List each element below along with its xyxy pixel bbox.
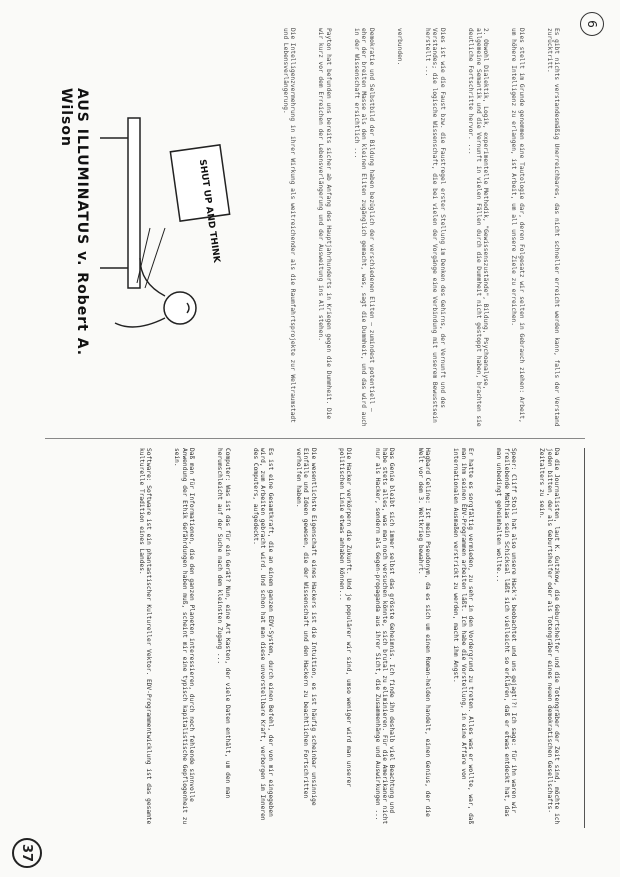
left-text-column: [260, 28, 575, 431]
right-paragraph: Da die Journalisten, laut K. Gutzkow, die Geburtshelfer und die Totengräber der Zeit sind, möchte ich jeden bitten, der als Geburtshelfer oder als Totengräber eines neuen demokratischen Gesellschafts-Zeitalters zu sein.: [538, 448, 561, 828]
right-paragraph: Er hatte es sorgfältig vermieden, zu sehr in den Vordergrund zu treten. Alles was er wollte, war, daß man ihm seinen EDV-Programmen arbeiten läßt. Ich habe die Vorstellung, in eine Affäre von internationalen Ausmaßen verstrickt zu werden, macht ihm Angst.: [452, 448, 475, 828]
left-paragraph: Payton hat befunden uns bereits sicher ab Anfang des Hauptjahrhunderts in Kriegen gegen die Dummheit. Die wir kurz vor dem Erreichen der Lebensverlängerung und der Ausweitung ins All stehen.: [317, 28, 332, 423]
left-paragraph: Demokratie und Selbstbild der Bildung haben bezüglich der verschiedenen Eliten — zumindest potentiell — eher der breiten Masse als den kleinen Eliten zugänglich gemacht, was, sagt die Dummheit, und das wird auch in der Wissenschaft ersichtlich ...: [352, 28, 375, 431]
left-paragraph: Die Intelligenzvermehrung in ihrer Wirkung als weitreichender als die Raumfahrtsprojekte zur Weltraumstadt und Lebensverlängerung.: [281, 28, 296, 427]
column-divider: [45, 438, 585, 439]
right-paragraph: Speer: Cliff Stoll hat also unsere Hack's beobachtet und uns gejagt!?! Ich sage: für ihn waren wir freilebende Mathias sein Schicksal läßt sich vielleicht so erklären, daß er etwas entdeckt hat, das man unbedingt geheimhalten wollte...: [495, 448, 518, 821]
page-number: 37: [12, 838, 42, 868]
rotated-sheet: [25, 28, 595, 848]
left-paragraph: Es gibt nichts verstandesmäßig Unerreichbares, das nicht schneller erreicht werden kann, falls der Verstand zurücktritt.: [545, 28, 561, 431]
right-paragraph: Die wesentlichste Eigenschaft eines Hackers ist die Intuition, es ist häufig scheinbar unsinnige Einfälle und Ideen gewesen, die der Wissenschaft und den Hackern zu beachtlichen Fortschritten verholfen haben.: [295, 448, 317, 810]
left-paragraph: Dies stellt im Grunde genommen eine Tautologie dar, deren Folgesatz wir selten in Gebrauch ziehen: Arbeit, um höhere Intelligenz zu erlangen, ist Arbeit, um all unsere Ziele zu erreichen.: [510, 28, 525, 427]
right-paragraph: Es ist eine Gesamtkraft, die an einem ganzen EDV-System, durch einen Befehl, der von mir eingegeben wird, zum Arbeiten gebracht wird. Und schon hat man diese unvorstellbare Kraft, verborgen im Inneren des Computers, aufgedeckt.: [251, 448, 274, 825]
sign-text: SHUT UP AND THINK: [196, 158, 222, 264]
right-text-column: [116, 448, 575, 828]
right-paragraph: Software: Software ist ein phantastischer Kultureller Vektor. EDV-Programmentwicklung ist das gesamte kulturelle Tradition eines Landes.: [137, 448, 153, 828]
right-paragraph: Computer: Was ist das für ein Gerät? Nun, eine Art Kasten, der viele Daten enthält, um den man herumschleicht auf der Suche nach dem kleinsten Zugang ...: [216, 448, 231, 802]
cartoon-illustration: [95, 108, 235, 348]
illustration-caption: AUS ILLUMINATUS v. Robert A. Wilson: [58, 88, 90, 357]
right-paragraph: Das Genie bleibt sich immer selbst das grösste Geheimnis. Ich finde ihn deshalb viel Beachtung und habe stets alles, was man noch versuchen könnte, sich brutal zu eliminieren. Für die Amerikaner nicht nur als Hacker, sondern als Gegen-propaganda aus ihrer Sicht, die Zusammenhänge und Auswirkungen ...: [373, 448, 396, 828]
right-paragraph: Die Hacker verkörpern die Zukunft. Und je populärer wir sind, umso weniger wird man unserer politischen Linie etwas anhaben können...: [338, 448, 353, 791]
top-rule: [584, 448, 585, 828]
corner-mark: 6: [580, 12, 604, 36]
right-paragraph: Hagbard Celine: Ist mein Pseudonym, da es sich um einen Roman-helden handelt, einen Genius, der die Welt vor dem 3. Weltkrieg bewahrt.: [416, 448, 432, 821]
left-paragraph: verbunden.: [395, 28, 403, 66]
left-paragraph: Dies ist wie die Faust bzw. die Faustregel erster Stellung im Denken des Gehirns, der Vernunft und des Verstandes; die logische Wissenschaft, die bei vielen der Vorgänge eine Verbindung mit unserem Bewusstsein herstellt ...: [424, 28, 446, 427]
right-paragraph: Daß man für Informationen, die den ganzen Planeten interessieren, durch noch fehlende sinnvolle Anwendung der Ethik Gefährdungen haben muß, scheint mir eine typisch kapitalistische Gepflogenheit zu sein.: [173, 448, 196, 828]
left-paragraph: 2. Obwohl Dialektik, Logik, experimentelle Methodik, "Gewissenszustände", Bildung, Psychoanalyse, allgemeine Semantik und die Vernunft in vielen Fällen durch die Dummheit nicht gestoppt haben, brachten sie deutliche Fortschritte hervor. ...: [467, 28, 489, 431]
